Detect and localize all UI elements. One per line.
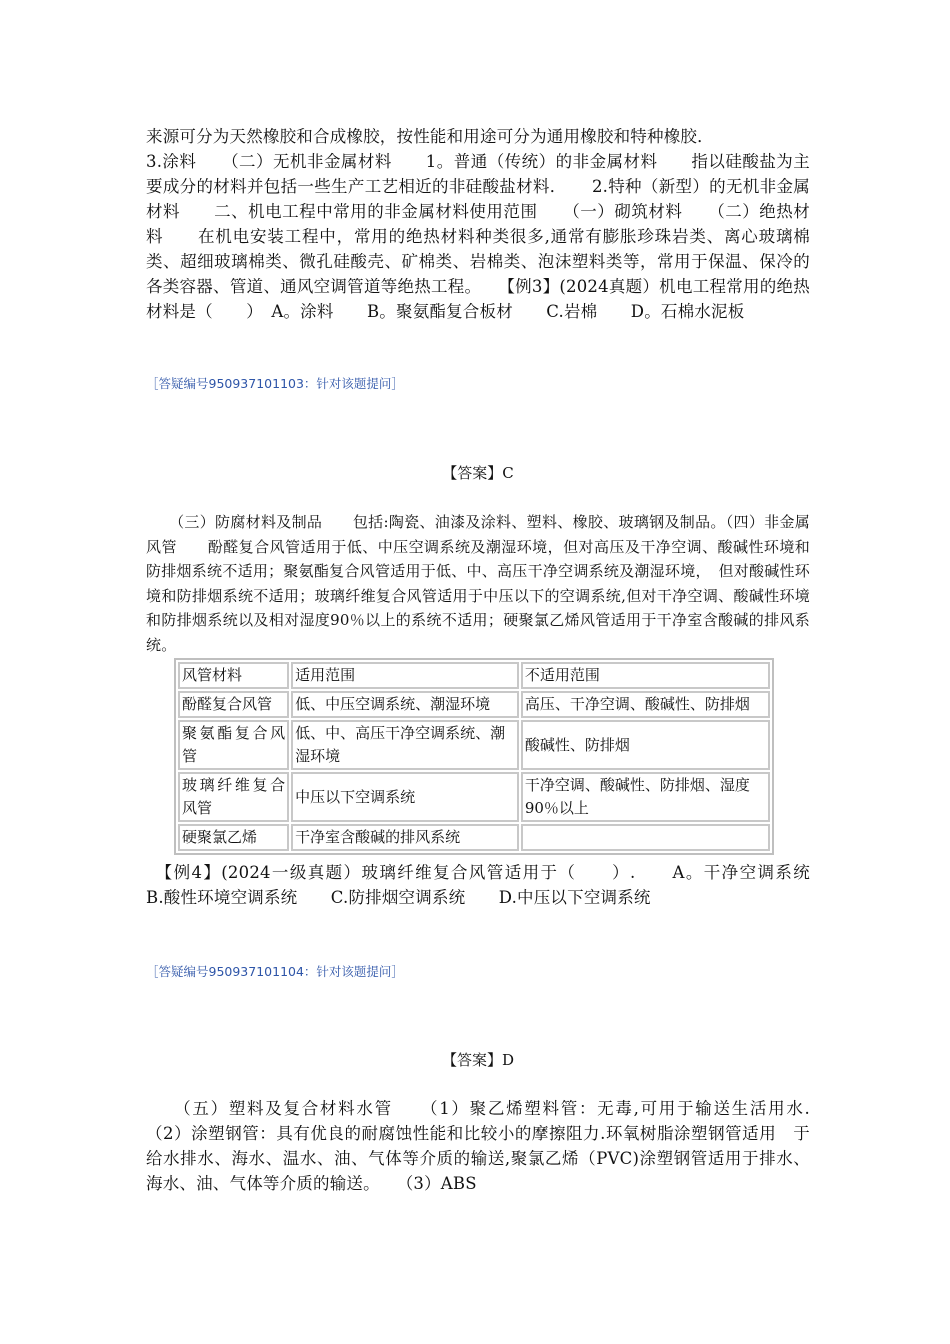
paragraph-insulation-materials [146,124,810,324]
table-cell [521,824,770,851]
ask-question-link-2[interactable]: ［答疑编号950937101104：针对该题提问］ [146,964,404,979]
paragraph-example-4: 【例4】(2024一级真题）玻璃纤维复合风管适用于（ ）. A。干净空调系统 B.酸性环境空调系统 C.防排烟空调系统 D.中压以下空调系统 [146,863,844,907]
answer-2: 【答案】D [441,1051,515,1069]
table-header-cell: 风管材料 [178,662,289,689]
table-cell: 低、中压空调系统、潮湿环境 [291,691,519,718]
paragraph-text: 3.涂料 （二）无机非金属材料 1。普通（传统）的非金属材料 指以硅酸盐为主要成分的材料并包括一些生产工艺相近的非硅酸盐材料． 2.特种（新型）的无机非金属材料 二、机电工程中常用的非金属材料使用范围 （一）砌筑材料 （二）绝热材料 在机电安装工程中，常用的绝热材料种类很多,通常有膨胀珍珠岩类、离心玻璃棉类、超细玻璃棉类、微孔硅酸壳、矿棉类、岩棉类、泡沫塑料类等，常用于保温、保冷的各类容器、管道、通风空调管道等绝热工程。 【例3】(2024真题）机电工程常用的绝热材料是（ ） A。涂料 B。聚氨酯复合板材 C.岩棉 D。石棉水泥板 [146,152,810,321]
table-row [178,720,770,770]
table-row [178,824,770,851]
answer-1: 【答案】C [442,464,514,482]
table-row [178,772,770,822]
paragraph-line: 来源可分为天然橡胶和合成橡胶，按性能和用途可分为通用橡胶和特种橡胶． [146,127,714,146]
table-cell: 干净室含酸碱的排风系统 [291,824,519,851]
paragraph-plastic-pipes: （五）塑料及复合材料水管 （1）聚乙烯塑料管：无毒,可用于输送生活用水. （2）涂塑钢管：具有优良的耐腐蚀性能和比较小的摩擦阻力.环氧树脂涂塑钢管适用 于给水排水、海水、温水、油、气体等介质的输送,聚氯乙烯（PVC)涂塑钢管适用于排水、海水、油、气体等介质的输送。 （3）ABS [146,1099,844,1193]
table-cell: 中压以下空调系统 [291,772,519,822]
table-header-cell: 适用范围 [291,662,519,689]
table-cell: 聚氨酯复合风管 [178,720,289,770]
table-cell: 高压、干净空调、酸碱性、防排烟 [521,691,770,718]
table-cell: 酚醛复合风管 [178,691,289,718]
table-header-row [178,662,770,689]
paragraph-duct-materials: （三）防腐材料及制品 包括:陶瓷、油漆及涂料、塑料、橡胶、玻璃钢及制品。（四）非金属风管 酚醛复合风管适用于低、中压空调系统及潮湿环境，但对高压及干净空调、酸碱性环境和防排烟系统不适用；聚氨酯复合风管适用于低、中、高压干净空调系统及潮湿环境， 但对酸碱性环境和防排烟系统不适用；玻璃纤维复合风管适用于中压以下的空调系统,但对干净空调、酸碱性环境和防排烟系统以及相对湿度90％以上的系统不适用；硬聚氯乙烯风管适用于干净室含酸碱的排风系统。 [146,513,810,654]
table-header-cell: 不适用范围 [521,662,770,689]
table-cell: 酸碱性、防排烟 [521,720,770,770]
ask-question-link-1[interactable]: ［答疑编号950937101103：针对该题提问］ [146,376,404,391]
duct-material-table [174,658,774,855]
table-row [178,691,770,718]
table-cell: 低、中、高压干净空调系统、潮湿环境 [291,720,519,770]
table-cell: 玻璃纤维复合风管 [178,772,289,822]
table-cell: 硬聚氯乙烯 [178,824,289,851]
table-cell: 干净空调、酸碱性、防排烟、湿度90％以上 [521,772,770,822]
